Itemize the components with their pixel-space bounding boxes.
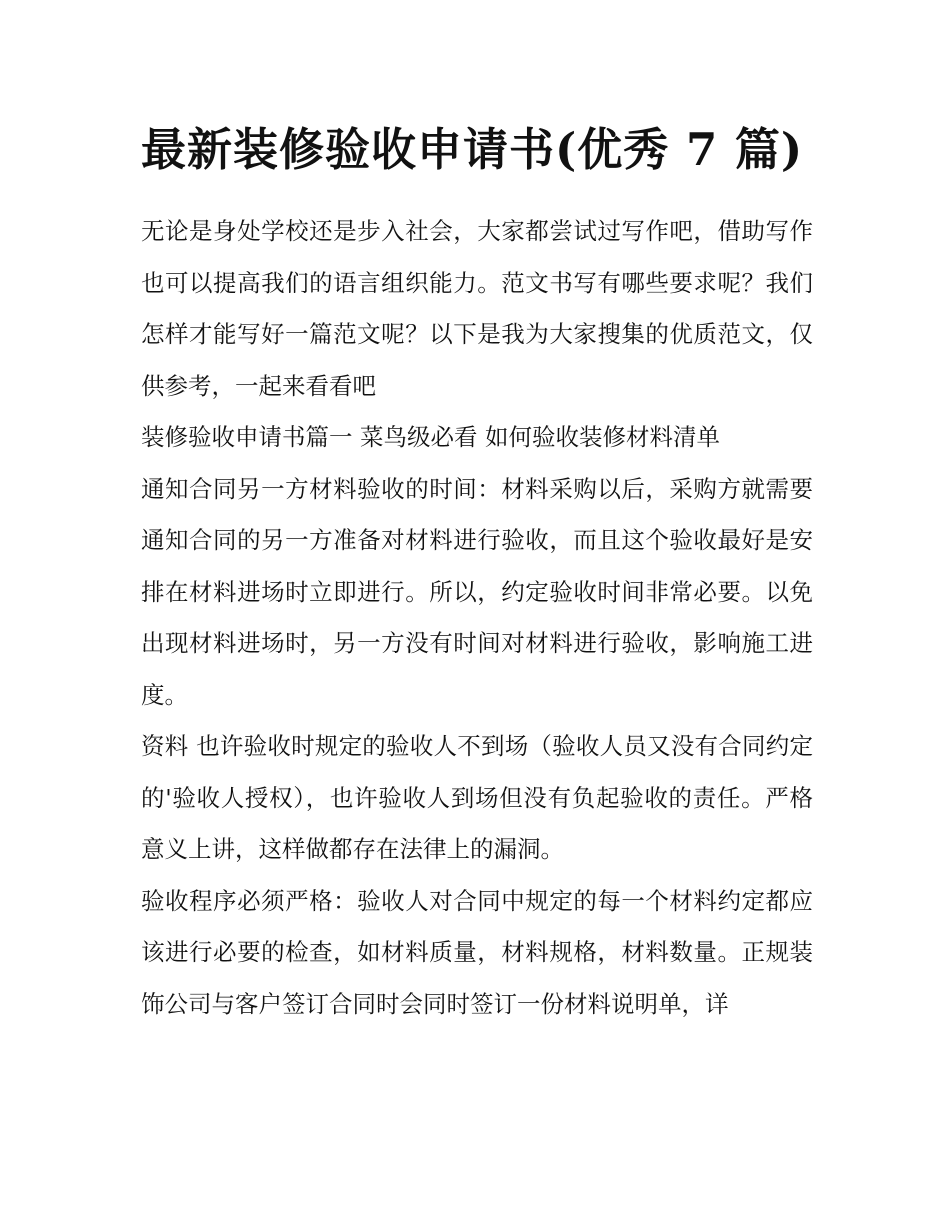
document-body: [141, 112, 813, 1030]
acceptance-person-paragraph: 资料 也许验收时规定的验收人不到场（验收人员又没有合同约定的'验收人授权），也许验收人到场但没有负起验收的责任。严格意义上讲，这样做都存在法律上的漏洞。: [141, 732, 813, 863]
acceptance-time-paragraph: 通知合同另一方材料验收的时间：材料采购以后，采购方就需要通知合同的另一方准备对材料进行验收，而且这个验收最好是安排在材料进场时立即进行。所以，约定验收时间非常必要。以免出现材料进场时，另一方没有时间对材料进行验收，影响施工进度。: [141, 474, 813, 709]
document-title: 最新装修验收申请书(优秀 7 篇): [141, 123, 804, 176]
intro-paragraph: 无论是身处学校还是步入社会，大家都尝试过写作吧，借助写作也可以提高我们的语言组织能力。范文书写有哪些要求呢？我们怎样才能写好一篇范文呢？以下是我为大家搜集的优质范文，仅供参考，一起来看看吧: [141, 217, 813, 400]
section-heading-paragraph: 装修验收申请书篇一 菜鸟级必看 如何验收装修材料清单: [141, 423, 720, 451]
acceptance-procedure-paragraph: 验收程序必须严格：验收人对合同中规定的每一个材料约定都应该进行必要的检查，如材料质量，材料规格，材料数量。正规装饰公司与客户签订合同时会同时签订一份材料说明单，详: [141, 886, 813, 1018]
